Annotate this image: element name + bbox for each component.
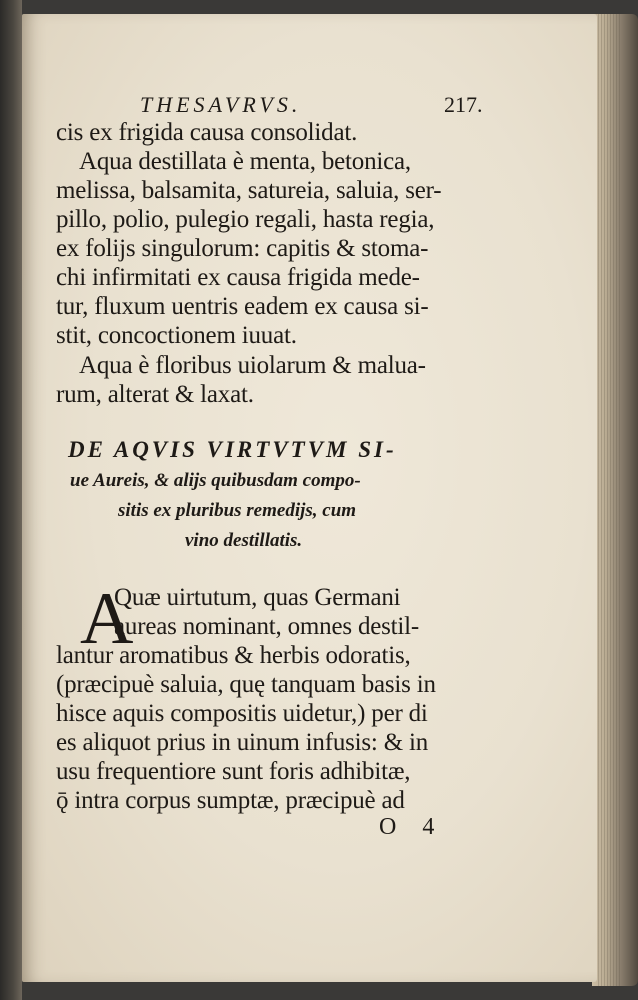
page-fore-edge bbox=[592, 14, 638, 986]
text-line: cis ex frigida causa consolidat. bbox=[56, 119, 358, 146]
text-line: (præcipuè saluia, quę tanquam basis in bbox=[56, 671, 436, 698]
text-line: melissa, balsamita, satureia, saluia, ser- bbox=[56, 177, 442, 204]
text-line: lantur aromatibus & herbis odoratis, bbox=[56, 642, 411, 669]
text-line: es aliquot prius in uinum infusis: & in bbox=[56, 729, 429, 756]
text-line: Quæ uirtutum, quas Germani bbox=[114, 584, 401, 611]
book-gutter-edge bbox=[0, 0, 22, 1000]
text-line: usu frequentiore sunt foris adhibitæ, bbox=[56, 758, 411, 785]
page-number: 217. bbox=[444, 92, 483, 117]
text-line: Aqua è floribus uiolarum & malua- bbox=[79, 352, 426, 379]
text-line: ex folijs singulorum: capitis & stoma- bbox=[56, 235, 429, 262]
text-line: tur, fluxum uentris eadem ex causa si- bbox=[56, 293, 429, 320]
text-line: pillo, polio, pulegio regali, hasta regia, bbox=[56, 206, 435, 233]
drop-cap-initial: A bbox=[80, 578, 134, 660]
page-sheet bbox=[22, 14, 597, 982]
text-line: ǭ intra corpus sumptæ, præcipuè ad bbox=[56, 787, 405, 814]
section-heading-line: DE AQVIS VIRTVTVM SI- bbox=[68, 437, 397, 462]
text-line: aureas nominant, omnes destil- bbox=[114, 613, 420, 640]
signature-mark: O 4 bbox=[379, 814, 445, 840]
text-line: rum, alterat & laxat. bbox=[56, 381, 254, 408]
section-heading-line: ue Aureis, & alijs quibusdam compo- bbox=[70, 470, 361, 491]
section-heading-line: sitis ex pluribus remedijs, cum bbox=[118, 500, 357, 521]
text-line: Aqua destillata è menta, betonica, bbox=[79, 148, 411, 175]
text-line: chi infirmitati ex causa frigida mede- bbox=[56, 264, 420, 291]
text-line: stit, concoctionem iuuat. bbox=[56, 322, 297, 349]
running-head-title: THESAVRVS. bbox=[140, 92, 302, 117]
section-heading-line: vino destillatis. bbox=[185, 530, 303, 551]
text-line: hisce aquis compositis uidetur,) per di bbox=[56, 700, 428, 727]
